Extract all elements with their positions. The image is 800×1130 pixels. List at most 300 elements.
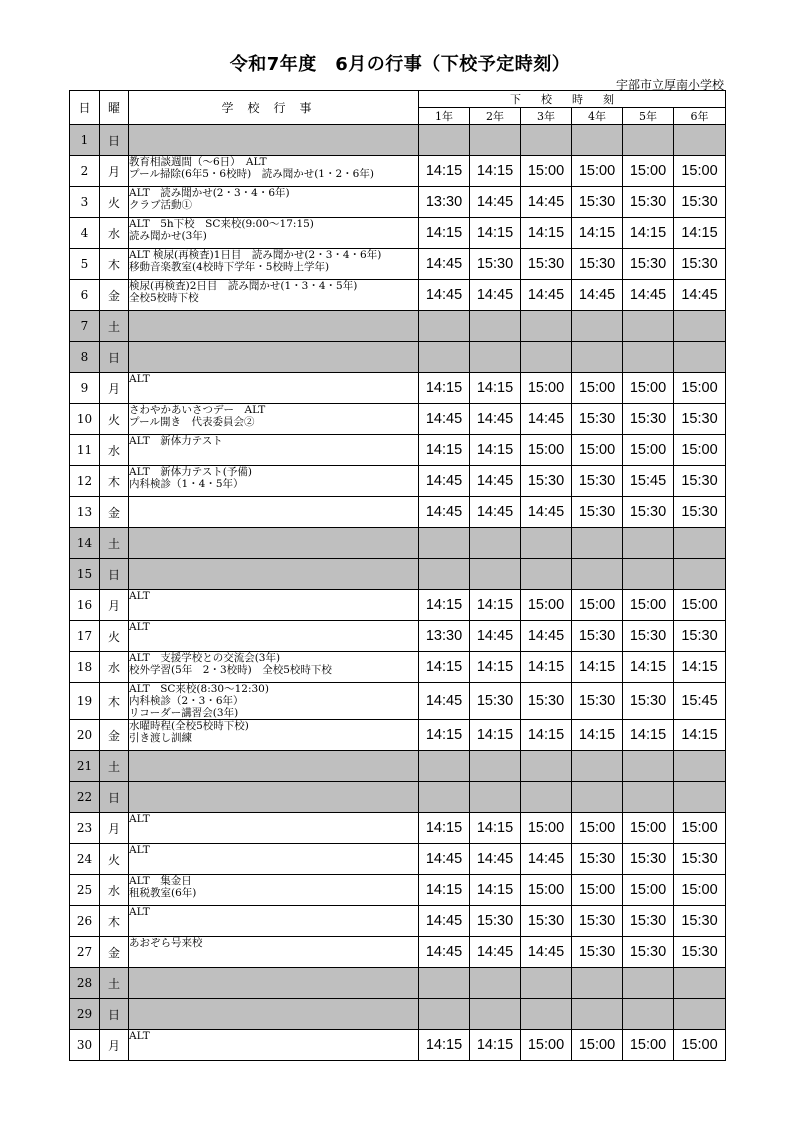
header-grade-4: 4年 xyxy=(572,108,623,125)
table-row xyxy=(70,999,726,1030)
day-cell: 10 xyxy=(70,404,100,435)
weekday-cell: 金 xyxy=(100,497,129,528)
table-row xyxy=(70,813,726,844)
dismissal-time-grade-1 xyxy=(419,528,470,559)
dismissal-time-grade-3 xyxy=(521,968,572,999)
dismissal-time-grade-6: 15:45 xyxy=(674,683,726,720)
dismissal-time-grade-2: 14:15 xyxy=(470,813,521,844)
event-line: ALT 検尿(再検査)1日目 読み聞かせ(2・3・4・6年) xyxy=(129,249,382,261)
day-cell: 18 xyxy=(70,652,100,683)
table-row xyxy=(70,559,726,590)
dismissal-time-grade-5: 15:45 xyxy=(623,466,674,497)
dismissal-time-grade-4: 15:00 xyxy=(572,156,623,187)
dismissal-time-grade-6: 14:15 xyxy=(674,652,726,683)
dismissal-time-grade-5: 15:00 xyxy=(623,590,674,621)
dismissal-time-grade-3: 15:00 xyxy=(521,590,572,621)
day-cell: 12 xyxy=(70,466,100,497)
weekday-cell: 火 xyxy=(100,404,129,435)
dismissal-time-grade-1 xyxy=(419,782,470,813)
events-cell xyxy=(129,999,419,1030)
schedule-table xyxy=(69,90,726,1061)
event-line: さわやかあいさつデー ALT xyxy=(129,404,266,416)
dismissal-time-grade-3: 15:00 xyxy=(521,435,572,466)
day-cell: 17 xyxy=(70,621,100,652)
day-cell: 8 xyxy=(70,342,100,373)
weekday-cell: 日 xyxy=(100,559,129,590)
table-row xyxy=(70,404,726,435)
day-cell: 25 xyxy=(70,875,100,906)
dismissal-time-grade-2: 14:15 xyxy=(470,720,521,751)
dismissal-time-grade-6 xyxy=(674,968,726,999)
dismissal-time-grade-6: 15:30 xyxy=(674,404,726,435)
dismissal-time-grade-3: 14:45 xyxy=(521,497,572,528)
dismissal-time-grade-5: 15:30 xyxy=(623,621,674,652)
event-line: ALT xyxy=(129,590,150,602)
dismissal-time-grade-6: 15:00 xyxy=(674,590,726,621)
dismissal-time-grade-2: 14:45 xyxy=(470,937,521,968)
dismissal-time-grade-2: 14:45 xyxy=(470,404,521,435)
dismissal-time-grade-6 xyxy=(674,342,726,373)
dismissal-time-grade-4: 15:30 xyxy=(572,466,623,497)
dismissal-time-grade-3: 15:30 xyxy=(521,466,572,497)
dismissal-time-grade-1: 14:45 xyxy=(419,683,470,720)
events-cell xyxy=(129,844,419,875)
event-line: ALT 集金日 xyxy=(129,875,192,887)
table-row xyxy=(70,187,726,218)
dismissal-time-grade-6: 14:15 xyxy=(674,218,726,249)
dismissal-time-grade-6: 14:45 xyxy=(674,280,726,311)
dismissal-time-grade-5: 15:00 xyxy=(623,1030,674,1061)
events-cell xyxy=(129,466,419,497)
dismissal-time-grade-4: 15:00 xyxy=(572,1030,623,1061)
dismissal-time-grade-6 xyxy=(674,999,726,1030)
weekday-cell: 木 xyxy=(100,249,129,280)
dismissal-time-grade-3: 14:15 xyxy=(521,720,572,751)
day-cell: 1 xyxy=(70,125,100,156)
dismissal-time-grade-1: 14:15 xyxy=(419,590,470,621)
dismissal-time-grade-1: 14:15 xyxy=(419,1030,470,1061)
event-line: ALT SC来校(8:30～12:30) xyxy=(129,683,269,695)
dismissal-time-grade-2: 14:15 xyxy=(470,590,521,621)
weekday-cell: 木 xyxy=(100,466,129,497)
day-cell: 23 xyxy=(70,813,100,844)
events-cell xyxy=(129,528,419,559)
dismissal-time-grade-1: 14:15 xyxy=(419,435,470,466)
dismissal-time-grade-4: 15:30 xyxy=(572,937,623,968)
dismissal-time-grade-1: 14:15 xyxy=(419,652,470,683)
dismissal-time-grade-4 xyxy=(572,125,623,156)
dismissal-time-grade-1 xyxy=(419,999,470,1030)
dismissal-time-grade-4: 15:00 xyxy=(572,875,623,906)
event-line: ALT xyxy=(129,373,150,385)
table-row xyxy=(70,435,726,466)
dismissal-time-grade-4: 15:00 xyxy=(572,813,623,844)
dismissal-time-grade-4: 15:30 xyxy=(572,621,623,652)
event-line: 内科検診（1・4・5年） xyxy=(129,478,244,490)
dismissal-time-grade-3: 15:00 xyxy=(521,156,572,187)
dismissal-time-grade-1: 14:45 xyxy=(419,404,470,435)
event-line: 検尿(再検査)2日目 読み聞かせ(1・3・4・5年) xyxy=(129,280,358,292)
event-line: ALT xyxy=(129,906,150,918)
dismissal-time-grade-5: 15:00 xyxy=(623,813,674,844)
dismissal-time-grade-5: 15:30 xyxy=(623,906,674,937)
dismissal-time-grade-2: 14:15 xyxy=(470,875,521,906)
weekday-cell: 土 xyxy=(100,311,129,342)
event-line: 校外学習(5年 2・3校時) 全校5校時下校 xyxy=(129,664,332,676)
events-cell xyxy=(129,720,419,751)
table-row xyxy=(70,280,726,311)
event-line: プール開き 代表委員会② xyxy=(129,416,255,428)
dismissal-time-grade-1: 14:15 xyxy=(419,720,470,751)
day-cell: 29 xyxy=(70,999,100,1030)
table-row xyxy=(70,590,726,621)
event-line: クラブ活動① xyxy=(129,199,192,211)
dismissal-time-grade-1: 14:15 xyxy=(419,218,470,249)
dismissal-time-grade-1: 14:45 xyxy=(419,906,470,937)
dismissal-time-grade-5 xyxy=(623,782,674,813)
event-line: ALT 支援学校との交流会(3年) xyxy=(129,652,281,664)
dismissal-time-grade-3: 15:00 xyxy=(521,813,572,844)
dismissal-time-grade-2: 14:45 xyxy=(470,621,521,652)
dismissal-time-grade-2 xyxy=(470,782,521,813)
dismissal-time-grade-4: 15:30 xyxy=(572,683,623,720)
event-line: 全校5校時下校 xyxy=(129,292,199,304)
table-row xyxy=(70,218,726,249)
event-line: ALT xyxy=(129,1030,150,1042)
table-row xyxy=(70,683,726,720)
dismissal-time-grade-3: 15:30 xyxy=(521,683,572,720)
dismissal-time-grade-3: 14:15 xyxy=(521,652,572,683)
table-row xyxy=(70,720,726,751)
events-cell xyxy=(129,621,419,652)
dismissal-time-grade-5 xyxy=(623,968,674,999)
dismissal-time-grade-2 xyxy=(470,528,521,559)
dismissal-time-grade-3: 14:45 xyxy=(521,621,572,652)
table-row xyxy=(70,968,726,999)
day-cell: 22 xyxy=(70,782,100,813)
dismissal-time-grade-3: 14:15 xyxy=(521,218,572,249)
dismissal-time-grade-1: 13:30 xyxy=(419,621,470,652)
dismissal-time-grade-4 xyxy=(572,559,623,590)
dismissal-time-grade-4 xyxy=(572,999,623,1030)
dismissal-time-grade-5: 15:30 xyxy=(623,187,674,218)
table-row xyxy=(70,249,726,280)
event-line: ALT 読み聞かせ(2・3・4・6年) xyxy=(129,187,290,199)
weekday-cell: 土 xyxy=(100,751,129,782)
dismissal-time-grade-1 xyxy=(419,311,470,342)
dismissal-time-grade-3: 14:45 xyxy=(521,937,572,968)
dismissal-time-grade-5: 15:30 xyxy=(623,404,674,435)
dismissal-time-grade-6 xyxy=(674,751,726,782)
dismissal-time-grade-6 xyxy=(674,782,726,813)
events-cell xyxy=(129,1030,419,1061)
page-title: 令和7年度 6月の行事（下校予定時刻） xyxy=(229,54,571,75)
day-cell: 7 xyxy=(70,311,100,342)
dismissal-time-grade-6: 15:00 xyxy=(674,875,726,906)
weekday-cell: 水 xyxy=(100,652,129,683)
events-cell xyxy=(129,125,419,156)
weekday-cell: 月 xyxy=(100,156,129,187)
event-line: ALT xyxy=(129,621,150,633)
event-line: ALT xyxy=(129,844,150,856)
events-cell xyxy=(129,906,419,937)
dismissal-time-grade-3 xyxy=(521,125,572,156)
header-grade-2: 2年 xyxy=(470,108,521,125)
dismissal-time-grade-4 xyxy=(572,342,623,373)
dismissal-time-grade-1 xyxy=(419,968,470,999)
dismissal-time-grade-5 xyxy=(623,751,674,782)
header-day: 日 xyxy=(70,91,100,125)
dismissal-time-grade-4: 14:15 xyxy=(572,720,623,751)
events-cell xyxy=(129,435,419,466)
table-row xyxy=(70,621,726,652)
dismissal-time-grade-5 xyxy=(623,528,674,559)
dismissal-time-grade-5: 15:00 xyxy=(623,156,674,187)
weekday-cell: 水 xyxy=(100,875,129,906)
day-cell: 30 xyxy=(70,1030,100,1061)
dismissal-time-grade-2: 14:15 xyxy=(470,435,521,466)
dismissal-time-grade-6: 15:30 xyxy=(674,249,726,280)
event-line: プール掃除(6年5・6校時) 読み聞かせ(1・2・6年) xyxy=(129,168,374,180)
schedule-body xyxy=(70,125,726,1061)
event-line: 内科検診（2・3・6年） xyxy=(129,695,244,707)
dismissal-time-grade-4 xyxy=(572,311,623,342)
dismissal-time-grade-5: 14:15 xyxy=(623,218,674,249)
table-row xyxy=(70,311,726,342)
event-line: 引き渡し訓練 xyxy=(129,732,192,744)
events-cell xyxy=(129,156,419,187)
events-cell xyxy=(129,652,419,683)
weekday-cell: 水 xyxy=(100,218,129,249)
dismissal-time-grade-1: 14:45 xyxy=(419,497,470,528)
dismissal-time-grade-2 xyxy=(470,342,521,373)
dismissal-time-grade-4: 15:30 xyxy=(572,404,623,435)
weekday-cell: 月 xyxy=(100,813,129,844)
weekday-cell: 火 xyxy=(100,187,129,218)
header-dismissal: 下校時刻 xyxy=(419,91,726,108)
event-line: 移動音楽教室(4校時下学年・5校時上学年) xyxy=(129,261,330,273)
table-row xyxy=(70,373,726,404)
day-cell: 28 xyxy=(70,968,100,999)
table-row xyxy=(70,875,726,906)
weekday-cell: 土 xyxy=(100,968,129,999)
dismissal-time-grade-6: 15:30 xyxy=(674,621,726,652)
dismissal-time-grade-5: 15:00 xyxy=(623,435,674,466)
weekday-cell: 日 xyxy=(100,342,129,373)
table-row xyxy=(70,342,726,373)
dismissal-time-grade-1: 13:30 xyxy=(419,187,470,218)
events-cell xyxy=(129,559,419,590)
day-cell: 11 xyxy=(70,435,100,466)
dismissal-time-grade-1 xyxy=(419,751,470,782)
dismissal-time-grade-4: 14:15 xyxy=(572,218,623,249)
table-row xyxy=(70,466,726,497)
events-cell xyxy=(129,590,419,621)
dismissal-time-grade-2 xyxy=(470,311,521,342)
day-cell: 26 xyxy=(70,906,100,937)
dismissal-time-grade-2: 14:45 xyxy=(470,187,521,218)
dismissal-time-grade-2: 14:15 xyxy=(470,218,521,249)
dismissal-time-grade-2 xyxy=(470,125,521,156)
day-cell: 21 xyxy=(70,751,100,782)
events-cell xyxy=(129,342,419,373)
dismissal-time-grade-2: 14:45 xyxy=(470,280,521,311)
day-cell: 20 xyxy=(70,720,100,751)
dismissal-time-grade-1: 14:45 xyxy=(419,844,470,875)
school-name: 宇部市立厚南小学校 xyxy=(615,78,724,92)
dismissal-time-grade-5 xyxy=(623,559,674,590)
dismissal-time-grade-6: 15:00 xyxy=(674,435,726,466)
dismissal-time-grade-5: 14:15 xyxy=(623,720,674,751)
day-cell: 2 xyxy=(70,156,100,187)
events-cell xyxy=(129,497,419,528)
table-row xyxy=(70,652,726,683)
dismissal-time-grade-2: 15:30 xyxy=(470,249,521,280)
table-row xyxy=(70,751,726,782)
events-cell xyxy=(129,782,419,813)
dismissal-time-grade-5: 15:30 xyxy=(623,249,674,280)
weekday-cell: 日 xyxy=(100,782,129,813)
dismissal-time-grade-6 xyxy=(674,559,726,590)
dismissal-time-grade-4: 15:30 xyxy=(572,844,623,875)
dismissal-time-grade-5 xyxy=(623,125,674,156)
dismissal-time-grade-4: 15:00 xyxy=(572,435,623,466)
dismissal-time-grade-2: 15:30 xyxy=(470,683,521,720)
dismissal-time-grade-4: 15:00 xyxy=(572,373,623,404)
table-row xyxy=(70,1030,726,1061)
dismissal-time-grade-2: 14:15 xyxy=(470,156,521,187)
dismissal-time-grade-3: 15:30 xyxy=(521,249,572,280)
dismissal-time-grade-3: 15:30 xyxy=(521,906,572,937)
dismissal-time-grade-5: 15:30 xyxy=(623,844,674,875)
day-cell: 9 xyxy=(70,373,100,404)
dismissal-time-grade-5: 15:30 xyxy=(623,683,674,720)
weekday-cell: 金 xyxy=(100,280,129,311)
header-grade-5: 5年 xyxy=(623,108,674,125)
dismissal-time-grade-4 xyxy=(572,968,623,999)
table-row xyxy=(70,156,726,187)
event-line: ALT 新体力テスト xyxy=(129,435,223,447)
event-line: 読み聞かせ(3年) xyxy=(129,230,207,242)
events-cell xyxy=(129,280,419,311)
dismissal-time-grade-6: 15:30 xyxy=(674,497,726,528)
table-row xyxy=(70,125,726,156)
dismissal-time-grade-4: 15:30 xyxy=(572,249,623,280)
event-line: ALT 新体力テスト(予備) xyxy=(129,466,252,478)
dismissal-time-grade-4: 14:45 xyxy=(572,280,623,311)
events-cell xyxy=(129,311,419,342)
dismissal-time-grade-6: 15:00 xyxy=(674,373,726,404)
weekday-cell: 金 xyxy=(100,937,129,968)
dismissal-time-grade-3: 15:00 xyxy=(521,875,572,906)
weekday-cell: 木 xyxy=(100,906,129,937)
dismissal-time-grade-3: 14:45 xyxy=(521,844,572,875)
dismissal-time-grade-6: 15:30 xyxy=(674,937,726,968)
dismissal-time-grade-1: 14:45 xyxy=(419,280,470,311)
table-row xyxy=(70,906,726,937)
dismissal-time-grade-6 xyxy=(674,528,726,559)
table-row xyxy=(70,497,726,528)
events-cell xyxy=(129,751,419,782)
dismissal-time-grade-3 xyxy=(521,342,572,373)
weekday-cell: 月 xyxy=(100,1030,129,1061)
day-cell: 16 xyxy=(70,590,100,621)
dismissal-time-grade-2: 14:15 xyxy=(470,1030,521,1061)
dismissal-time-grade-6: 15:30 xyxy=(674,844,726,875)
dismissal-time-grade-3 xyxy=(521,999,572,1030)
day-cell: 14 xyxy=(70,528,100,559)
weekday-cell: 日 xyxy=(100,999,129,1030)
dismissal-time-grade-3: 14:45 xyxy=(521,404,572,435)
event-line: ALT xyxy=(129,813,150,825)
weekday-cell: 火 xyxy=(100,844,129,875)
events-cell xyxy=(129,187,419,218)
event-line: ALT 5h下校 SC来校(9:00～17:15) xyxy=(129,218,314,230)
dismissal-time-grade-6: 15:30 xyxy=(674,466,726,497)
dismissal-time-grade-4 xyxy=(572,751,623,782)
weekday-cell: 日 xyxy=(100,125,129,156)
dismissal-time-grade-1 xyxy=(419,559,470,590)
day-cell: 13 xyxy=(70,497,100,528)
dismissal-time-grade-5: 14:15 xyxy=(623,652,674,683)
dismissal-time-grade-5: 15:30 xyxy=(623,937,674,968)
dismissal-time-grade-3: 15:00 xyxy=(521,1030,572,1061)
day-cell: 3 xyxy=(70,187,100,218)
dismissal-time-grade-5: 15:00 xyxy=(623,875,674,906)
dismissal-time-grade-6: 15:00 xyxy=(674,156,726,187)
dismissal-time-grade-1: 14:15 xyxy=(419,156,470,187)
dismissal-time-grade-3: 14:45 xyxy=(521,280,572,311)
event-line: リコーダー講習会(3年) xyxy=(129,707,239,719)
dismissal-time-grade-3 xyxy=(521,559,572,590)
dismissal-time-grade-1: 14:15 xyxy=(419,875,470,906)
dismissal-time-grade-2 xyxy=(470,968,521,999)
day-cell: 5 xyxy=(70,249,100,280)
dismissal-time-grade-6: 15:30 xyxy=(674,906,726,937)
dismissal-time-grade-3: 14:45 xyxy=(521,187,572,218)
dismissal-time-grade-2: 14:45 xyxy=(470,497,521,528)
dismissal-time-grade-1: 14:45 xyxy=(419,249,470,280)
dismissal-time-grade-5: 15:00 xyxy=(623,373,674,404)
dismissal-time-grade-5: 15:30 xyxy=(623,497,674,528)
weekday-cell: 火 xyxy=(100,621,129,652)
dismissal-time-grade-5 xyxy=(623,342,674,373)
dismissal-time-grade-6: 15:00 xyxy=(674,813,726,844)
dismissal-time-grade-2 xyxy=(470,999,521,1030)
dismissal-time-grade-5 xyxy=(623,311,674,342)
day-cell: 24 xyxy=(70,844,100,875)
dismissal-time-grade-3 xyxy=(521,751,572,782)
header-grade-6: 6年 xyxy=(674,108,726,125)
dismissal-time-grade-6: 14:15 xyxy=(674,720,726,751)
dismissal-time-grade-1: 14:45 xyxy=(419,937,470,968)
day-cell: 27 xyxy=(70,937,100,968)
dismissal-time-grade-5: 14:45 xyxy=(623,280,674,311)
day-cell: 6 xyxy=(70,280,100,311)
weekday-cell: 木 xyxy=(100,683,129,720)
events-cell xyxy=(129,683,419,720)
dismissal-time-grade-4: 15:00 xyxy=(572,590,623,621)
dismissal-time-grade-3 xyxy=(521,311,572,342)
dismissal-time-grade-4: 15:30 xyxy=(572,906,623,937)
header-grade-3: 3年 xyxy=(521,108,572,125)
event-line: 水曜時程(全校5校時下校) xyxy=(129,720,249,732)
dismissal-time-grade-4: 15:30 xyxy=(572,187,623,218)
events-cell xyxy=(129,373,419,404)
dismissal-time-grade-2: 15:30 xyxy=(470,906,521,937)
dismissal-time-grade-2: 14:15 xyxy=(470,652,521,683)
dismissal-time-grade-1 xyxy=(419,342,470,373)
